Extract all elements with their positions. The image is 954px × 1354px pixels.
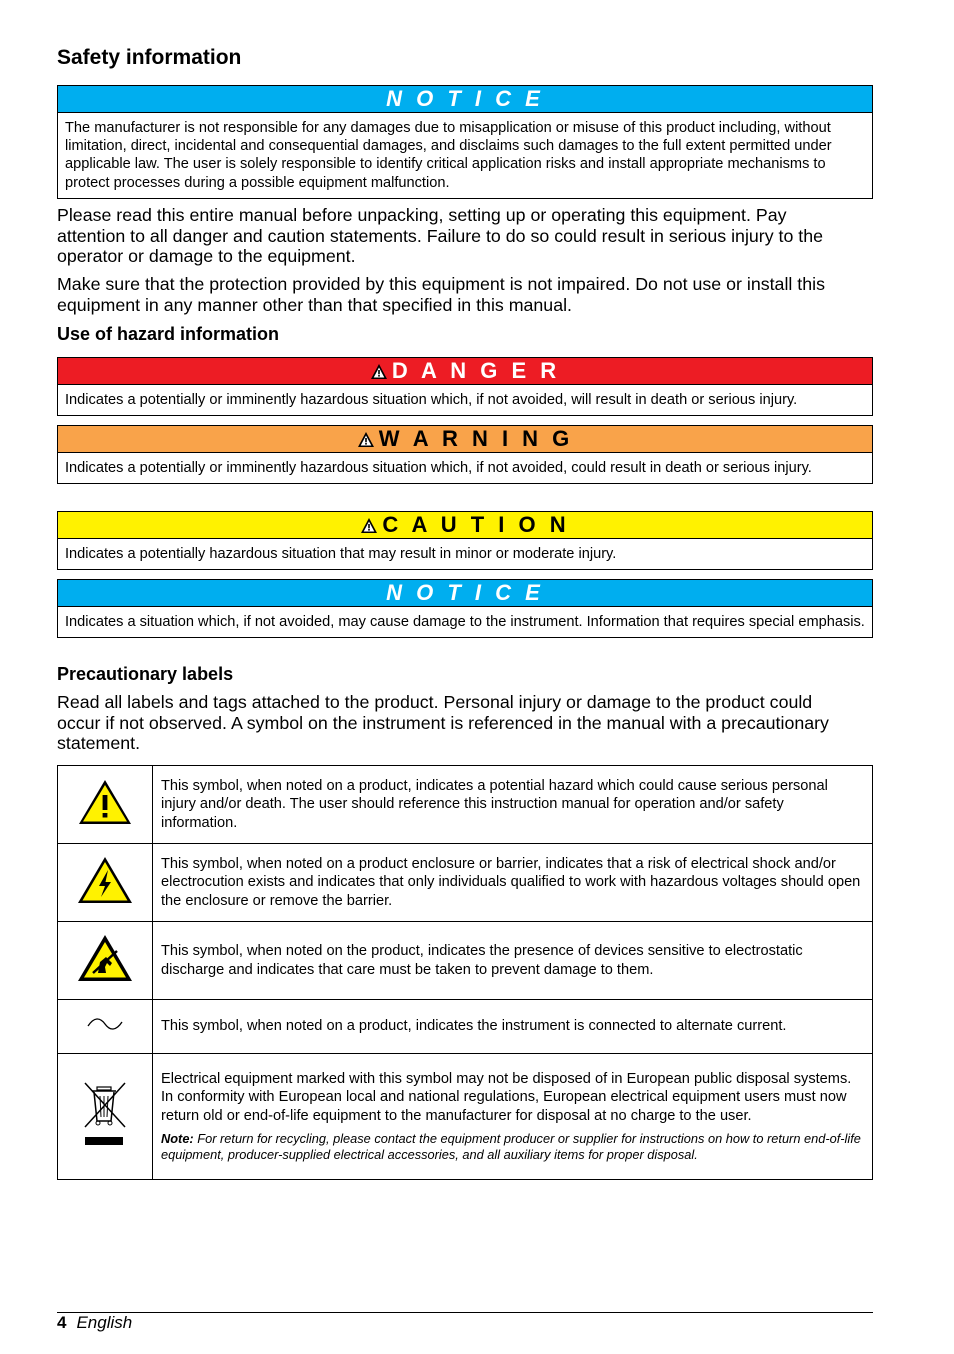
symbol-cell — [58, 844, 153, 922]
warning-triangle-icon — [77, 778, 133, 826]
warning-text: Indicates a potentially or imminently hazardous situation which, if not avoided, could result in death or serious injury. — [65, 460, 812, 476]
danger-header — [58, 358, 872, 385]
electrical-shock-icon — [76, 855, 134, 905]
warning-triangle-icon — [357, 431, 375, 448]
symbol-description: This symbol, when noted on the product, indicates the presence of devices sensitive to electrostatic discharge and indicates that care must be taken to prevent damage to them. — [153, 922, 873, 1000]
notice-text: The manufacturer is not responsible for any damages due to misapplication or misuse of this product including, without limitation, direct, incidental and consequential damages, and disclaims such damages to the full extent permitted under applicable law. The user is solely responsible to identify critical application risks and install appropriate mechanisms to protect processes during a possible equipment malfunction. — [65, 120, 832, 191]
note-label: Note: — [161, 1130, 194, 1146]
weee-text: Electrical equipment marked with this symbol may not be disposed of in European public disposal systems. In conformity with European local and national regulations, European electrical equipment users must now return old or end-of-life equipment to the manufacturer for disposal at no charge to the user. — [161, 1071, 852, 1124]
table-row — [58, 1054, 873, 1180]
symbol-cell — [58, 1054, 153, 1180]
notice-header: N O T I C E — [58, 86, 872, 113]
symbol-table — [57, 765, 873, 1180]
note-text: For return for recycling, please contact the equipment producer or supplier for instructions on how to return end-of-life equipment, producer-supplied electrical accessories, and all auxiliary items for proper disposal. — [161, 1130, 861, 1162]
notice-definition-header: N O T I C E — [58, 580, 872, 607]
table-row — [58, 844, 873, 922]
hazard-heading: Use of hazard information — [57, 324, 280, 344]
intro-paragraph: Please read this entire manual before unpacking, setting up or operating this equipment. Pay attention to all danger and caution statements. Failure to do so could result in serious injury to the operator or damage to the equipment. — [57, 205, 824, 266]
notice-definition-text: Indicates a situation which, if not avoided, may cause damage to the instrument. Information that requires special emphasis. — [65, 614, 865, 630]
notice-box — [57, 85, 873, 199]
weee-crossed-bin-icon — [81, 1081, 129, 1147]
weee-note — [161, 1131, 864, 1163]
footer-language: English — [76, 1313, 133, 1332]
symbol-cell — [58, 922, 153, 1000]
symbol-description — [153, 1054, 873, 1180]
page-title: Safety information — [57, 46, 242, 69]
esd-sensitive-icon — [76, 933, 134, 983]
warning-header — [58, 426, 872, 453]
table-row — [58, 766, 873, 844]
symbol-description: This symbol, when noted on a product, indicates the instrument is connected to alternate current. — [153, 1000, 873, 1054]
warning-box — [57, 425, 873, 484]
symbol-description: This symbol, when noted on a product enclosure or barrier, indicates that a risk of electrical shock and/or electrocution exists and indicates that only individuals qualified to work with hazardous voltages should open the enclosure or remove the barrier. — [153, 844, 873, 922]
table-row — [58, 922, 873, 1000]
warning-triangle-icon — [370, 363, 388, 380]
table-row — [58, 1000, 873, 1054]
caution-box — [57, 511, 873, 570]
symbol-description: This symbol, when noted on a product, indicates a potential hazard which could cause serious personal injury and/or death. The user should reference this instruction manual for operation and/or safety information. — [153, 766, 873, 844]
caution-text: Indicates a potentially hazardous situation that may result in minor or moderate injury. — [65, 546, 617, 562]
danger-box — [57, 357, 873, 416]
labels-paragraph: Read all labels and tags attached to the product. Personal injury or damage to the product could occur if not observed. A symbol on the instrument is referenced in the manual with a precautionary statement. — [57, 692, 829, 753]
symbol-cell — [58, 766, 153, 844]
warning-triangle-icon — [360, 517, 378, 534]
danger-text: Indicates a potentially or imminently hazardous situation which, if not avoided, will result in death or serious injury. — [65, 392, 798, 408]
notice-definition-box — [57, 579, 873, 638]
labels-heading: Precautionary labels — [57, 664, 234, 684]
symbol-cell — [58, 1000, 153, 1054]
danger-label: D A N G E R — [391, 358, 561, 383]
protection-paragraph: Make sure that the protection provided by this equipment is not impaired. Do not use or install this equipment in any manner other than that specified in this manual. — [57, 274, 825, 315]
caution-label: C A U T I O N — [382, 512, 570, 537]
warning-label: W A R N I N G — [378, 426, 574, 451]
page-number: 4 — [57, 1313, 67, 1332]
page-footer — [57, 1313, 132, 1333]
caution-header — [58, 512, 872, 539]
alternating-current-icon — [85, 1016, 125, 1032]
footer-divider — [57, 1312, 873, 1313]
